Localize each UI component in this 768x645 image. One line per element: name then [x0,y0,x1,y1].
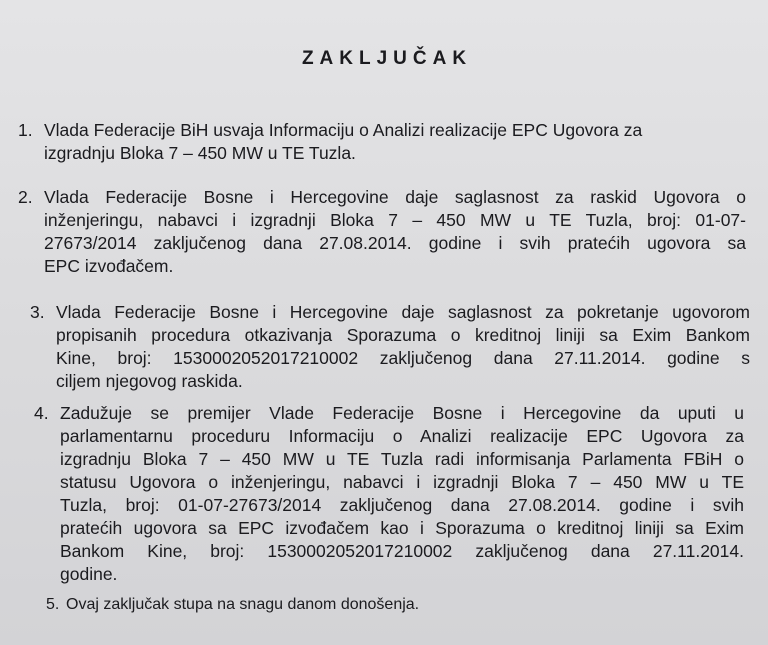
item-text [44,186,746,278]
list-item [18,186,746,278]
item-line: Tuzla, broj: 01-07-27673/2014 zaključenog dana 27.08.2014. godine i svih [60,495,744,515]
item-line: pratećih ugovora sa EPC izvođačem kao i Sporazuma o kreditnoj liniji sa Exim [60,518,744,538]
item-line: Ovaj zaključak stupa na snagu danom donošenja. [66,596,420,613]
document-title: ZAKLJUČAK [301,48,473,69]
item-number: 5. [46,596,60,613]
list-item [34,402,744,586]
item-text [44,119,758,165]
item-line: Zadužuje se premijer Vlade Federacije Bosne i Hercegovine da uputi u [60,403,744,423]
item-line: Vlada Federacije BiH usvaja Informaciju o Analizi realizacije EPC Ugovora za [44,120,643,140]
item-line: statusu Ugovora o inženjeringu, nabavci i izgradnji Bloka 7 – 450 MW u TE [60,472,744,492]
list-item [46,593,746,616]
item-line: EPC izvođačem. [44,256,174,276]
list-item [18,119,758,165]
item-line: Vlada Federacije Bosne i Hercegovine daje saglasnost za pokretanje ugovorom [56,302,750,322]
item-line: Vlada Federacije Bosne i Hercegovine daje saglasnost za raskid Ugovora o [44,187,746,207]
item-number: 3. [30,302,45,322]
item-line: izgradnju Bloka 7 – 450 MW u TE Tuzla. [44,143,356,163]
item-number: 2. [18,187,33,207]
item-text [56,301,750,393]
item-number: 4. [34,403,49,423]
item-line: parlamentarnu proceduru Informaciju o Analizi realizacije EPC Ugovora za [60,426,744,446]
item-text [66,593,746,616]
list-item [30,301,750,393]
item-number: 1. [18,120,33,140]
item-line: 27673/2014 zaključenog dana 27.08.2014. godine i svih pratećih ugovora sa [44,233,746,253]
item-line: ciljem njegovog raskida. [56,371,243,391]
item-line: inženjeringu, nabavci i izgradnji Bloka 7 – 450 MW u TE Tuzla, broj: 01-07- [44,210,746,230]
item-line: izgradnju Bloka 7 – 450 MW u TE Tuzla radi informisanja Parlamenta FBiH o [60,449,744,469]
item-line: Kine, broj: 1530002052017210002 zaključenog dana 27.11.2014. godine s [56,348,750,368]
item-line: godine. [60,564,118,584]
item-line: Bankom Kine, broj: 1530002052017210002 zaključenog dana 27.11.2014. [60,541,744,561]
item-text [60,402,744,586]
item-line: propisanih procedura otkazivanja Sporazuma o kreditnoj liniji sa Exim Bankom [56,325,750,345]
